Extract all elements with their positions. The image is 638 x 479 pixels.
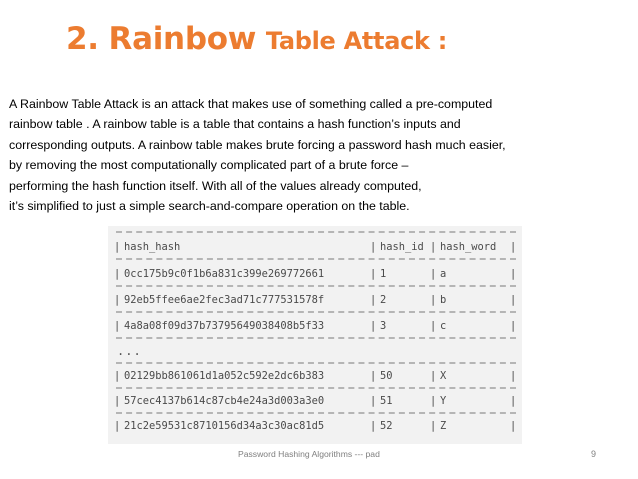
table-row: | 02129bb861061d1a052c592e2dc6b383 | 50 | X | bbox=[114, 370, 517, 382]
table-row: | 92eb5ffee6ae2fec3ad71c777531578f | 2 | b | bbox=[114, 294, 517, 306]
table-row: | 21c2e59531c8710156d34a3c30ac81d5 | 52 | Z | bbox=[114, 420, 517, 432]
title-rest: Table Attack : bbox=[265, 27, 448, 55]
body-line: by removing the most computationally complicated part of a brute force – bbox=[9, 158, 409, 173]
cell-id: 1 bbox=[380, 268, 387, 280]
cell-hash: 21c2e59531c8710156d34a3c30ac81d5 bbox=[124, 420, 325, 432]
header-hash-word: hash_word bbox=[440, 241, 497, 253]
slide-title bbox=[66, 21, 448, 57]
cell-word: a bbox=[440, 268, 447, 280]
cell-hash: 4a8a08f09d37b73795649038408b5f33 bbox=[124, 320, 325, 332]
cell-hash: 0cc175b9c0f1b6a831c399e269772661 bbox=[124, 268, 325, 280]
title-number: 2. bbox=[66, 21, 99, 57]
cell-id: 2 bbox=[380, 294, 387, 306]
body-line: corresponding outputs. A rainbow table makes brute forcing a password hash much easier, bbox=[9, 137, 506, 152]
header-hash-id: hash_id bbox=[380, 241, 424, 253]
table-border bbox=[116, 258, 516, 263]
table-row: | 4a8a08f09d37b73795649038408b5f33 | 3 | c | bbox=[114, 320, 517, 332]
table-row: | 57cec4137b614c87cb4e24a3d003a3e0 | 51 | Y | bbox=[114, 395, 517, 407]
cell-word: b bbox=[440, 294, 447, 306]
body-line: rainbow table . A rainbow table is a table that contains a hash function’s inputs and bbox=[9, 117, 461, 132]
cell-id: 3 bbox=[380, 320, 387, 332]
cell-id: 51 bbox=[380, 395, 393, 407]
cell-hash: 57cec4137b614c87cb4e24a3d003a3e0 bbox=[124, 395, 325, 407]
body-line: it’s simplified to just a simple search-and-compare operation on the table. bbox=[9, 199, 410, 214]
table-border bbox=[116, 337, 516, 342]
cell-word: Z bbox=[440, 420, 447, 432]
table-row: | 0cc175b9c0f1b6a831c399e269772661 | 1 | a | bbox=[114, 268, 517, 280]
footer-text: Password Hashing Algorithms --- pad bbox=[238, 449, 380, 459]
page-number: 9 bbox=[591, 449, 597, 459]
cell-hash: 02129bb861061d1a052c592e2dc6b383 bbox=[124, 370, 325, 382]
title-word-rainbow: Rainbow bbox=[108, 21, 257, 57]
table-ellipsis: ... bbox=[117, 344, 142, 358]
cell-id: 52 bbox=[380, 420, 393, 432]
table-border bbox=[116, 285, 516, 290]
table-border bbox=[116, 362, 516, 367]
table-border bbox=[116, 412, 516, 417]
table-header-row: | hash_hash | hash_id | hash_word | bbox=[114, 241, 517, 253]
table-border bbox=[116, 231, 516, 236]
cell-word: X bbox=[440, 370, 447, 382]
cell-hash: 92eb5ffee6ae2fec3ad71c777531578f bbox=[124, 294, 325, 306]
cell-word: Y bbox=[440, 395, 447, 407]
rainbow-table-image bbox=[108, 226, 522, 444]
body-line: performing the hash function itself. With all of the values already computed, bbox=[9, 178, 422, 193]
header-hash-hash: hash_hash bbox=[124, 241, 181, 253]
cell-id: 50 bbox=[380, 370, 393, 382]
table-border bbox=[116, 311, 516, 316]
body-line: A Rainbow Table Attack is an attack that makes use of something called a pre-computed bbox=[9, 97, 493, 111]
body-paragraph bbox=[9, 94, 635, 216]
table-border bbox=[116, 387, 516, 392]
cell-word: c bbox=[440, 320, 447, 332]
